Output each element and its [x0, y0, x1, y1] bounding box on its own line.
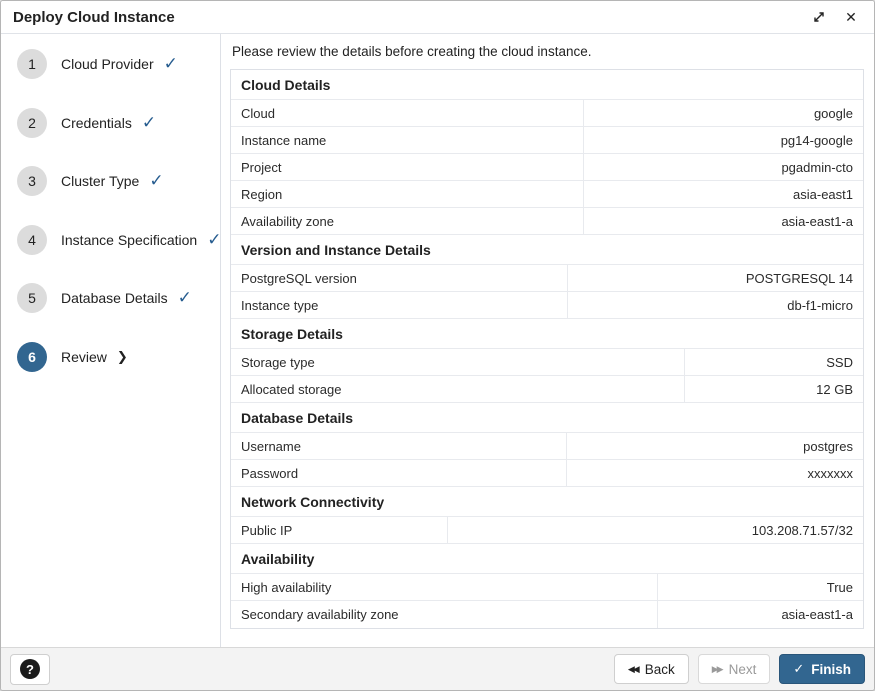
section-header: Storage Details: [231, 319, 863, 349]
dialog-footer: [1, 647, 874, 690]
row-label: Cloud: [231, 100, 584, 126]
step-number-badge: 2: [17, 108, 47, 138]
back-button[interactable]: [614, 654, 689, 684]
row-value: asia-east1-a: [781, 213, 853, 229]
row-value: postgres: [803, 438, 853, 454]
review-row: [231, 292, 863, 319]
section-header: Cloud Details: [231, 70, 863, 100]
step-label: Credentials: [61, 114, 132, 131]
row-value: asia-east1-a: [781, 607, 853, 622]
row-value: SSD: [826, 354, 853, 370]
step-number-badge: 6: [17, 342, 47, 372]
row-value: pgadmin-cto: [781, 159, 853, 175]
help-button[interactable]: [10, 654, 50, 685]
dialog-body: [1, 34, 874, 647]
check-icon: ✓: [793, 661, 805, 676]
review-row: [231, 208, 863, 235]
double-arrow-right-icon: ▶▶: [711, 663, 722, 674]
close-icon[interactable]: ✕: [845, 9, 857, 25]
wizard-step-review[interactable]: [1, 328, 220, 387]
review-panel: [221, 34, 874, 647]
step-check-icon: ✓: [207, 229, 222, 249]
wizard-step-cluster-type[interactable]: [1, 152, 220, 211]
step-number-badge: 5: [17, 283, 47, 313]
review-row: [231, 265, 863, 292]
row-value: True: [826, 579, 853, 595]
review-row: [231, 460, 863, 487]
step-number-badge: 4: [17, 225, 47, 255]
step-number-badge: 1: [17, 49, 47, 79]
row-label: Project: [231, 154, 584, 180]
row-label: Secondary availability zone: [231, 601, 658, 628]
row-label: High availability: [231, 574, 658, 600]
review-row: [231, 349, 863, 376]
step-check-icon: ✓: [141, 112, 157, 132]
next-button-label: Next: [728, 661, 757, 677]
row-value: POSTGRESQL 14: [745, 270, 853, 286]
step-label: Review: [61, 348, 107, 365]
row-value: 12 GB: [816, 381, 853, 397]
wizard-step-cloud-provider[interactable]: [1, 35, 220, 94]
review-row: [231, 127, 863, 154]
review-row: [231, 517, 863, 544]
review-row: [231, 181, 863, 208]
row-label: Username: [231, 433, 567, 459]
row-label: PostgreSQL version: [231, 265, 568, 291]
dialog-title: Deploy Cloud Instance: [13, 8, 175, 26]
double-arrow-left-icon: ◀◀: [627, 663, 638, 674]
step-label: Cluster Type: [61, 173, 140, 190]
step-check-icon: ✓: [177, 288, 192, 308]
step-label: Instance Specification: [61, 231, 198, 248]
row-label: Region: [231, 181, 584, 207]
row-value: google: [813, 105, 853, 121]
review-intro-text: Please review the details before creating the cloud instance.: [232, 44, 592, 59]
dialog-titlebar: [1, 1, 874, 34]
row-label: Public IP: [231, 517, 448, 543]
step-number-badge: 3: [17, 166, 47, 196]
finish-button[interactable]: [779, 654, 865, 684]
review-table: [230, 69, 864, 629]
row-label: Instance type: [231, 292, 568, 318]
wizard-steps: [1, 34, 221, 647]
section-header: Version and Instance Details: [231, 235, 863, 265]
row-value: pg14-google: [780, 132, 853, 148]
row-value: 103.208.71.57/32: [751, 522, 853, 538]
review-row: [231, 154, 863, 181]
section-header: Database Details: [231, 403, 863, 433]
next-button[interactable]: [698, 654, 771, 684]
step-label: Cloud Provider: [61, 56, 154, 73]
wizard-step-database-details[interactable]: [1, 269, 220, 328]
review-row: [231, 376, 863, 403]
row-value: asia-east1: [793, 186, 853, 202]
wizard-step-credentials[interactable]: [1, 94, 220, 153]
question-mark-icon: ?: [20, 659, 40, 679]
row-label: Instance name: [231, 127, 584, 153]
review-row: [231, 100, 863, 127]
review-row: [231, 574, 863, 601]
maximize-icon[interactable]: [808, 6, 830, 28]
review-row: [231, 433, 863, 460]
section-header: Availability: [231, 544, 863, 574]
step-label: Database Details: [61, 290, 168, 307]
finish-button-label: Finish: [811, 661, 851, 677]
step-check-icon: ✓: [149, 171, 164, 191]
chevron-right-icon: ❯: [116, 348, 128, 364]
section-header: Network Connectivity: [231, 487, 863, 517]
row-label: Availability zone: [231, 208, 584, 234]
row-label: Password: [231, 460, 567, 486]
row-value: xxxxxxx: [807, 465, 853, 481]
row-label: Storage type: [231, 349, 685, 375]
back-button-label: Back: [644, 661, 675, 677]
wizard-step-instance-specification[interactable]: [1, 211, 220, 270]
row-value: db-f1-micro: [787, 297, 853, 313]
row-label: Allocated storage: [231, 376, 685, 402]
step-check-icon: ✓: [163, 54, 178, 74]
review-row: [231, 601, 863, 628]
